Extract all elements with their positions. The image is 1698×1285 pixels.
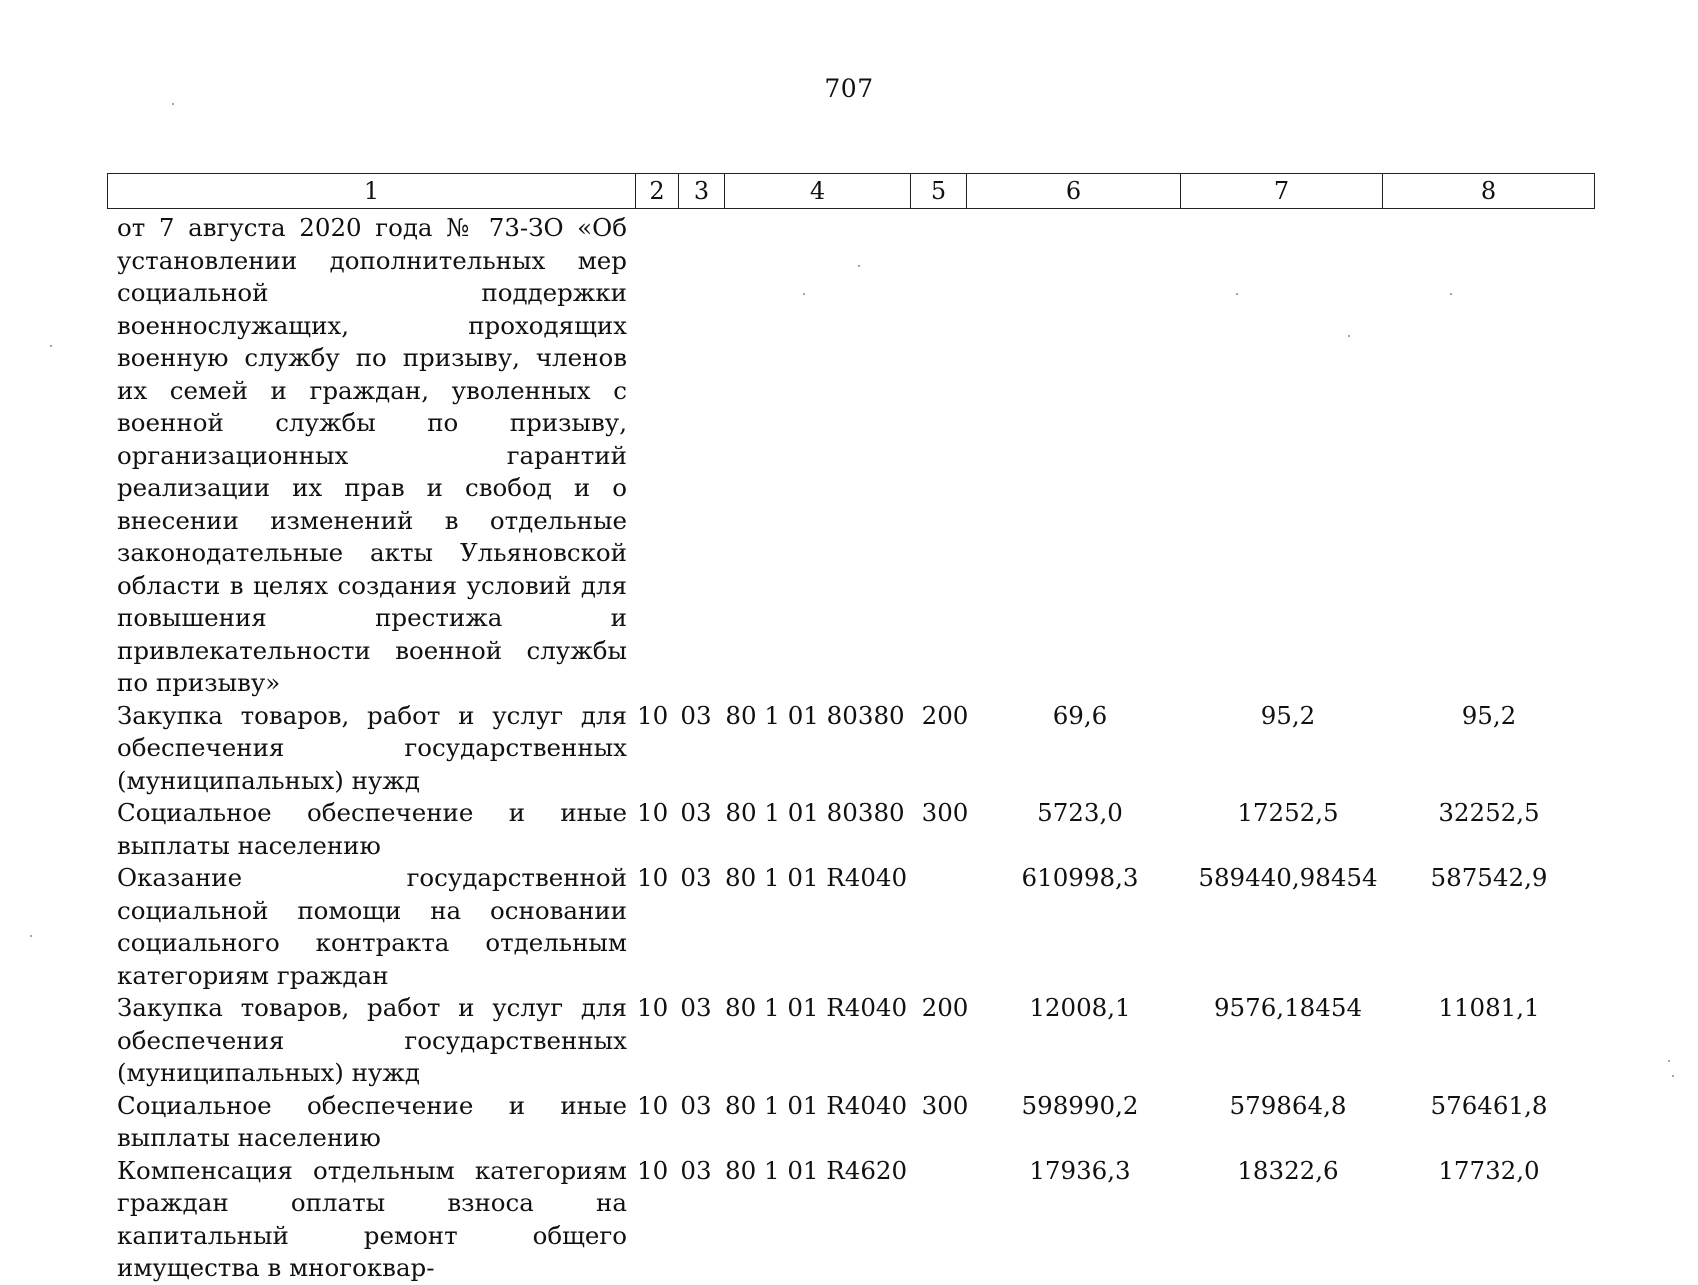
- section-code: 10: [637, 863, 669, 892]
- row-description: Компенсация отдельным категориям граждан оплаты взноса на капитальный ремонт общего имущества в многоквар-: [117, 1155, 627, 1282]
- row-description: Оказание государственной социальной помощи на основании социального контракта отдельным категориям граждан: [117, 863, 627, 990]
- amount-col-8: 576461,8: [1430, 1090, 1548, 1120]
- header-col-6: 6: [967, 174, 1181, 209]
- target-article-code: 80 1 01 R4620: [725, 1155, 908, 1185]
- table-row: [107, 700, 1594, 798]
- table-row: [107, 862, 1594, 992]
- scan-speck: [50, 345, 52, 347]
- subsection-code: 03: [680, 993, 712, 1022]
- expense-type-code: 200: [921, 993, 969, 1022]
- amount-col-7: 17252,5: [1237, 798, 1339, 827]
- section-code: 10: [637, 993, 669, 1022]
- subsection-code: 03: [680, 1155, 712, 1185]
- row-description: Социальное обеспечение и иные выплаты населению: [117, 798, 627, 860]
- amount-col-6: 12008,1: [1029, 993, 1131, 1022]
- amount-col-8: 17732,0: [1438, 1155, 1540, 1185]
- section-code: 10: [637, 1155, 669, 1185]
- row-description: Закупка товаров, работ и услуг для обеспечения государственных (муниципальных) нужд: [117, 993, 627, 1087]
- target-article-code: 80 1 01 80380: [725, 700, 905, 730]
- section-code: 10: [637, 798, 669, 827]
- scan-speck: [172, 103, 174, 105]
- amount-col-7: 95,2: [1260, 700, 1316, 730]
- header-col-2: 2: [636, 174, 679, 209]
- subsection-code: 03: [680, 863, 712, 892]
- subsection-code: 03: [680, 700, 712, 730]
- target-article-code: 80 1 01 80380: [725, 798, 905, 827]
- scan-speck: [1450, 293, 1452, 295]
- subsection-code: 03: [680, 798, 712, 827]
- table-body: [107, 212, 1594, 1285]
- amount-col-7: 9576,18454: [1213, 993, 1363, 1022]
- header-col-8: 8: [1383, 174, 1595, 209]
- table-row: [107, 992, 1594, 1090]
- amount-col-8: 11081,1: [1438, 993, 1540, 1022]
- expense-type-code: 300: [921, 798, 969, 827]
- row-description: от 7 августа 2020 года № 73-ЗО «Об установлении дополнительных мер социальной поддержки военнослужащих, проходящих военную службу по призыву, членов их семей и граждан, уволенных с военной службы по призыву, организационных гарантий реализации их прав и свобод и о внесении изменений в отдельные законодательные акты Ульяновской области в целях создания условий для повышения престижа и привлекательности военной службы по призыву»: [117, 213, 627, 697]
- subsection-code: 03: [680, 1090, 712, 1120]
- amount-col-8: 95,2: [1461, 700, 1517, 730]
- header-col-1: 1: [108, 174, 636, 209]
- table-row: [107, 1155, 1594, 1285]
- scan-speck: [1348, 335, 1350, 337]
- table-row: [107, 1090, 1594, 1155]
- target-article-code: 80 1 01 R4040: [725, 993, 908, 1022]
- target-article-code: 80 1 01 R4040: [725, 1090, 908, 1120]
- amount-col-7: 579864,8: [1229, 1090, 1347, 1120]
- table-row: [107, 797, 1594, 862]
- column-header-row: [107, 173, 1595, 209]
- page-number: 707: [824, 74, 874, 103]
- amount-col-7: 18322,6: [1237, 1155, 1339, 1185]
- header-col-7: 7: [1181, 174, 1383, 209]
- expense-type-code: 300: [921, 1090, 969, 1120]
- amount-col-6: 610998,3: [1021, 863, 1139, 892]
- row-description: Закупка товаров, работ и услуг для обеспечения государственных (муниципальных) нужд: [117, 700, 627, 795]
- section-code: 10: [637, 700, 669, 730]
- scan-speck: [1668, 1060, 1670, 1062]
- row-description: Социальное обеспечение и иные выплаты населению: [117, 1090, 627, 1152]
- amount-col-8: 587542,9: [1430, 863, 1548, 892]
- amount-col-6: 5723,0: [1037, 798, 1123, 827]
- scan-speck: [858, 265, 860, 267]
- amount-col-7: 589440,98454: [1198, 863, 1378, 892]
- amount-col-6: 17936,3: [1029, 1155, 1131, 1185]
- expense-type-code: 200: [921, 700, 969, 730]
- amount-col-6: 598990,2: [1021, 1090, 1139, 1120]
- scan-speck: [30, 935, 32, 937]
- scan-speck: [803, 293, 805, 295]
- table-row: [107, 212, 1594, 700]
- amount-col-8: 32252,5: [1438, 798, 1540, 827]
- header-col-4: 4: [725, 174, 911, 209]
- header-col-3: 3: [679, 174, 725, 209]
- scan-speck: [1236, 293, 1238, 295]
- amount-col-6: 69,6: [1052, 700, 1108, 730]
- scan-speck: [1672, 1075, 1674, 1077]
- target-article-code: 80 1 01 R4040: [725, 863, 908, 892]
- section-code: 10: [637, 1090, 669, 1120]
- header-col-5: 5: [911, 174, 967, 209]
